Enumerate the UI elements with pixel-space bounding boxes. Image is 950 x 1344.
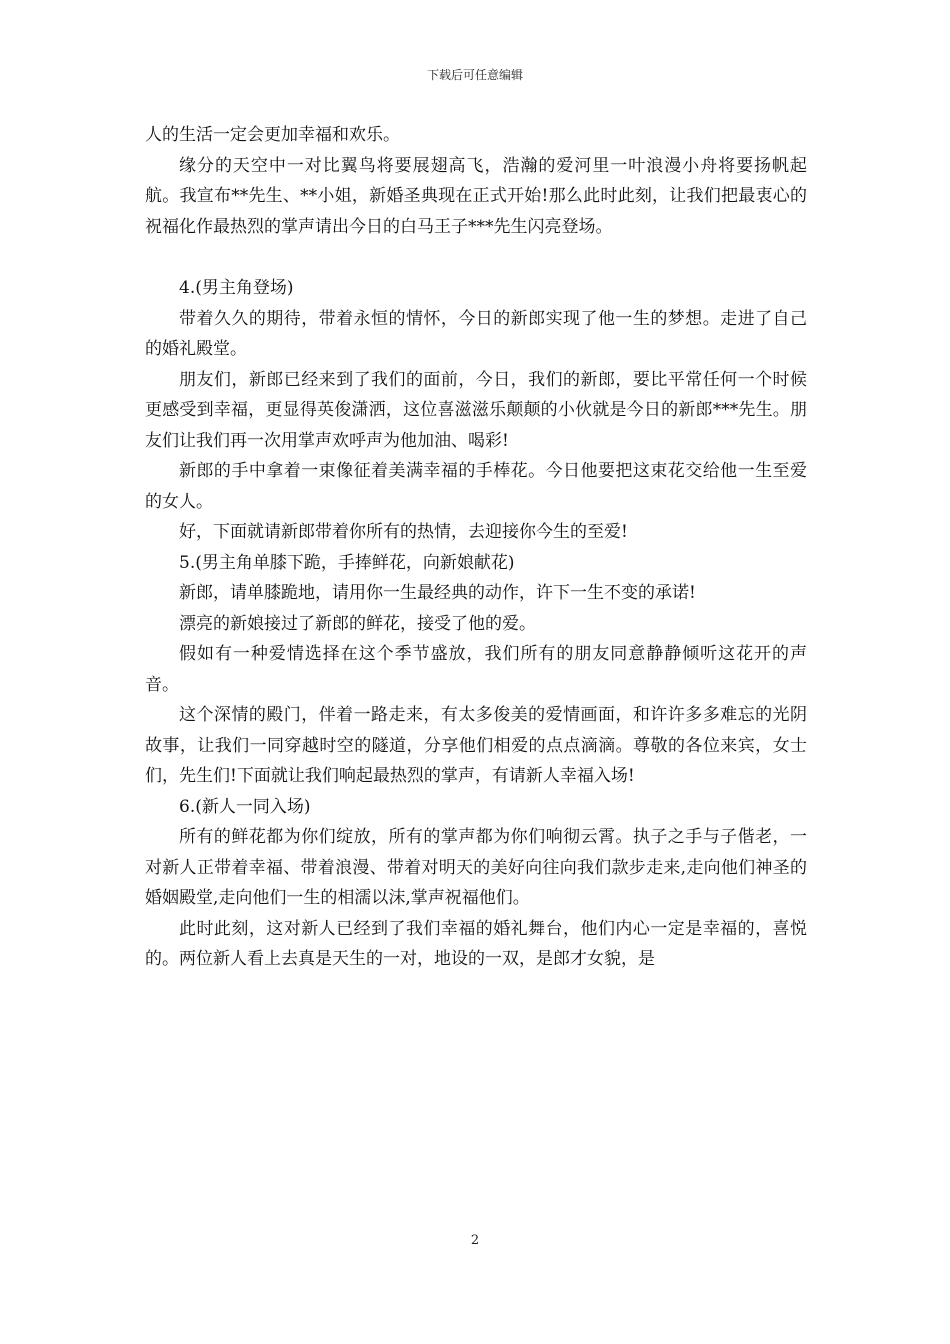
document-body xyxy=(145,120,807,975)
paragraph: 带着久久的期待，带着永恒的情怀，今日的新郎实现了他一生的梦想。走进了自己的婚礼殿堂。 xyxy=(145,308,807,359)
section-heading: 5.(男主角单膝下跪，手捧鲜花，向新娘献花) xyxy=(179,552,515,573)
paragraph: 新郎的手中拿着一束像征着美满幸福的手棒花。今日他要把这束花交给他一生至爱的女人。 xyxy=(145,461,807,512)
paragraph: 朋友们，新郎已经来到了我们的面前，今日，我们的新郎，要比平常任何一个时候更感受到幸福，更显得英俊潇洒，这位喜滋滋乐颠颠的小伙就是今日的新郎***先生。朋友们让我们再一次用掌声欢呼声为他加油、喝彩! xyxy=(145,369,807,451)
paragraph: 此时此刻，这对新人已经到了我们幸福的婚礼舞台，他们内心一定是幸福的，喜悦的。两位新人看上去真是天生的一对，地设的一双，是郎才女貌，是 xyxy=(145,918,807,969)
paragraph: 假如有一种爱情选择在这个季节盛放，我们所有的朋友同意静静倾听这花开的声音。 xyxy=(145,644,807,695)
paragraph: 新郎，请单膝跪地，请用你一生最经典的动作，许下一生不变的承诺! xyxy=(179,583,696,603)
paragraph: 好，下面就请新郎带着你所有的热情，去迎接你今生的至爱! xyxy=(179,522,628,542)
paragraph: 漂亮的新娘接过了新郎的鲜花，接受了他的爱。 xyxy=(179,613,536,634)
paragraph: 这个深情的殿门，伴着一路走来，有太多俊美的爱情画面，和许许多多难忘的光阴故事，让我们一同穿越时空的隧道，分享他们相爱的点点滴滴。尊敬的各位来宾，女士们，先生们!下面就让我们响起最热烈的掌声，有请新人幸福入场! xyxy=(145,705,807,786)
paragraph: 所有的鲜花都为你们绽放，所有的掌声都为你们响彻云霄。执子之手与子偕老，一对新人正带着幸福、带着浪漫、带着对明天的美好向往向我们款步走来,走向他们神圣的婚姻殿堂,走向他们一生的相濡以沫,掌声祝福他们。 xyxy=(145,827,807,908)
section-heading: 4.(男主角登场) xyxy=(179,278,294,298)
section-heading: 6.(新人一同入场) xyxy=(179,796,311,817)
page-number: 2 xyxy=(470,1233,480,1248)
page-header: 下载后可任意编辑 xyxy=(426,68,523,82)
paragraph: 人的生活一定会更加幸福和欢乐。 xyxy=(145,125,400,145)
paragraph: 缘分的天空中一对比翼鸟将要展翅高飞，浩瀚的爱河里一叶浪漫小舟将要扬帆起航。我宣布**先生、**小姐，新婚圣典现在正式开始!那么此时此刻，让我们把最衷心的祝福化作最热烈的掌声请出今日的白马王子***先生闪亮登场。 xyxy=(145,155,807,237)
